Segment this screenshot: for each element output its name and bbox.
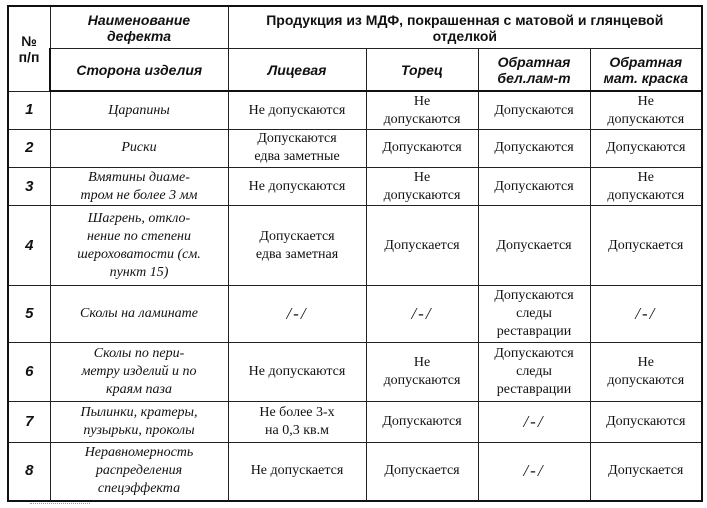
header-col-edge: Торец: [366, 49, 478, 92]
row-number: 8: [8, 442, 50, 501]
defect-name: Царапины: [50, 91, 228, 130]
defect-name: Шагрень, откло- нение по степени шероховатости (см. пункт 15): [50, 206, 228, 286]
value-cell: /-/: [228, 286, 366, 343]
table-row: [8, 343, 702, 402]
value-cell: /-/: [478, 402, 590, 443]
table-row: [8, 167, 702, 206]
table-row: [8, 91, 702, 130]
defect-name: Неравномерность распределения спецэффекта: [50, 442, 228, 501]
row-number: 4: [8, 206, 50, 286]
header-side: Сторона изделия: [50, 49, 228, 92]
value-cell: Допускаются: [366, 402, 478, 443]
row-number: 5: [8, 286, 50, 343]
defect-name: Риски: [50, 130, 228, 168]
value-cell: Допускаются: [478, 130, 590, 168]
header-row-1: [8, 6, 702, 49]
defects-table: [7, 5, 703, 502]
value-cell: Допускаются следы реставрации: [478, 286, 590, 343]
value-cell: Допускаются: [590, 402, 702, 443]
value-cell: Не допускаются: [590, 167, 702, 206]
defect-name: Пылинки, кратеры, пузырьки, проколы: [50, 402, 228, 443]
footnote-mark: [30, 503, 90, 508]
value-cell: Допускаются едва заметные: [228, 130, 366, 168]
value-cell: Допускается: [366, 206, 478, 286]
value-cell: /-/: [478, 442, 590, 501]
value-cell: Не допускаются: [228, 167, 366, 206]
header-product: Продукция из МДФ, покрашенная с матовой и глянцевой отделкой: [228, 6, 702, 49]
value-cell: Не допускаются: [366, 167, 478, 206]
table-row: [8, 442, 702, 501]
value-cell: Допускается едва заметная: [228, 206, 366, 286]
value-cell: /-/: [366, 286, 478, 343]
value-cell: Допускаются: [590, 130, 702, 168]
header-col-back-matte-paint: Обратная мат. краска: [590, 49, 702, 92]
header-row-2: [8, 49, 702, 92]
defect-name: Сколы по пери- метру изделий и по краям паза: [50, 343, 228, 402]
defect-name: Сколы на ламинате: [50, 286, 228, 343]
value-cell: Допускаются: [366, 130, 478, 168]
header-col-back-laminate: Обратная бел.лам-т: [478, 49, 590, 92]
value-cell: Допускаются следы реставрации: [478, 343, 590, 402]
value-cell: Не допускаются: [366, 343, 478, 402]
row-number: 1: [8, 91, 50, 130]
header-col-face: Лицевая: [228, 49, 366, 92]
value-cell: Не допускается: [228, 442, 366, 501]
value-cell: Допускаются: [478, 91, 590, 130]
row-number: 6: [8, 343, 50, 402]
header-number: № п/п: [8, 6, 50, 91]
table-row: [8, 206, 702, 286]
row-number: 2: [8, 130, 50, 168]
row-number: 7: [8, 402, 50, 443]
table-body: [8, 6, 702, 501]
value-cell: Допускаются: [478, 167, 590, 206]
table-row: [8, 286, 702, 343]
value-cell: Не допускаются: [590, 91, 702, 130]
row-number: 3: [8, 167, 50, 206]
table-row: [8, 130, 702, 168]
value-cell: Не допускаются: [228, 91, 366, 130]
header-defect-name: Наименование дефекта: [50, 6, 228, 49]
value-cell: Допускается: [478, 206, 590, 286]
value-cell: /-/: [590, 286, 702, 343]
table-row: [8, 402, 702, 443]
value-cell: Не допускаются: [228, 343, 366, 402]
value-cell: Допускается: [366, 442, 478, 501]
value-cell: Допускается: [590, 206, 702, 286]
defect-name: Вмятины диаме- тром не более 3 мм: [50, 167, 228, 206]
value-cell: Не допускаются: [590, 343, 702, 402]
value-cell: Допускается: [590, 442, 702, 501]
value-cell: Не более 3-х на 0,3 кв.м: [228, 402, 366, 443]
value-cell: Не допускаются: [366, 91, 478, 130]
